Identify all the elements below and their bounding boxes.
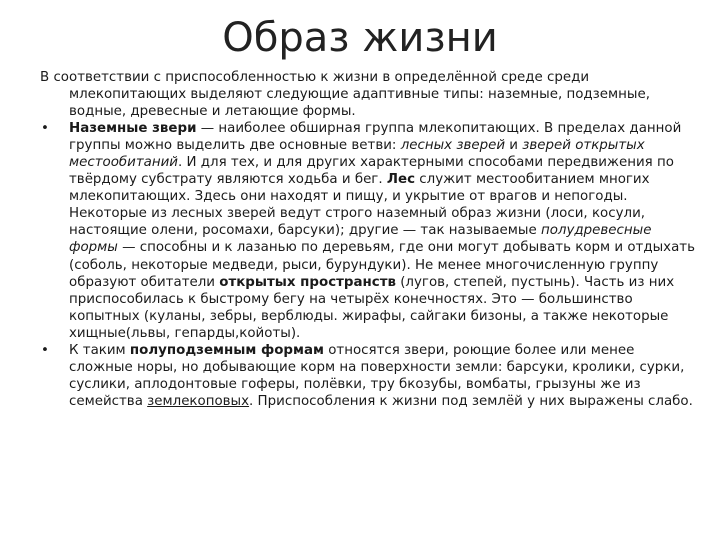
intro-paragraph: В соответствии с приспособленностью к жизни в определённой среде среди млекопитающих выделяют следующие адаптивные типы: наземные, подземные, водные, древесные и летающие формы. [40, 70, 650, 120]
term-open-spaces: открытых пространств [219, 274, 396, 290]
text-span: К таким [69, 342, 130, 358]
text-span: — способны и к лазанью по деревьям, где они могут добывать корм и отдыхать (соболь, некоторые медведи, рыси, бурундуки). Не менее многочисленную группу образуют обитатели [69, 240, 695, 290]
term-land-animals: Наземные звери [69, 121, 197, 137]
slide-title: Образ жизни [222, 15, 498, 61]
text-span: . Приспособления к жизни под землёй у них выражены слабо. [249, 393, 693, 409]
bullet-dot-icon: • [41, 342, 49, 358]
text-span: (лугов, степей, пустынь). Часть из них приспособилась к быстрому бегу на четырёх конечностях. Это — большинство копытных (куланы, зебры, верблюды. жирафы, сайгаки бизоны, а также некоторые хищные(львы, гепарды,койоты). [69, 274, 675, 341]
link-zemlekopovye[interactable]: землекоповых [147, 393, 250, 409]
text-span: . И для тех, и для других характерными способами передвижения по твёрдому субстрату являются ходьба и бег. [69, 155, 674, 188]
term-open-habitat-animals: зверей открытых местообитаний [69, 138, 645, 171]
term-semi-underground: полуподземным формам [129, 342, 324, 358]
bullet-item-semi-underground [40, 342, 700, 410]
text-span: служит местообитанием многих млекопитающих. Здесь они находят и пищу, и укрытие от врагов и непогоды. Некоторые из лесных зверей ведут строго наземный образ жизни (лоси, косули, настоящие олени, росомахи, барсуки); другие — так называемые [69, 172, 650, 239]
term-forest-animals: лесных зверей [400, 138, 506, 154]
slide-body [40, 69, 700, 410]
bullet-item-land-animals [40, 120, 700, 342]
bullet-list [40, 120, 700, 410]
term-forest: Лес [386, 172, 416, 188]
text-span: относятся звери, роющие более или менее сложные норы, но добывающие корм на поверхности земли: барсуки, кролики, сурки, суслики, аплодонтовые гоферы, полёвки, тру бкозубы, вомбаты, грызуны же из семейства [69, 342, 685, 409]
text-span: — наиболее обширная группа млекопитающих. В пределах данной группы можно выделить две основные ветви: [69, 121, 682, 154]
bullet-dot-icon: • [41, 121, 49, 137]
term-semi-arboreal: полудревесные формы [69, 223, 652, 256]
text-span: и [505, 138, 523, 154]
